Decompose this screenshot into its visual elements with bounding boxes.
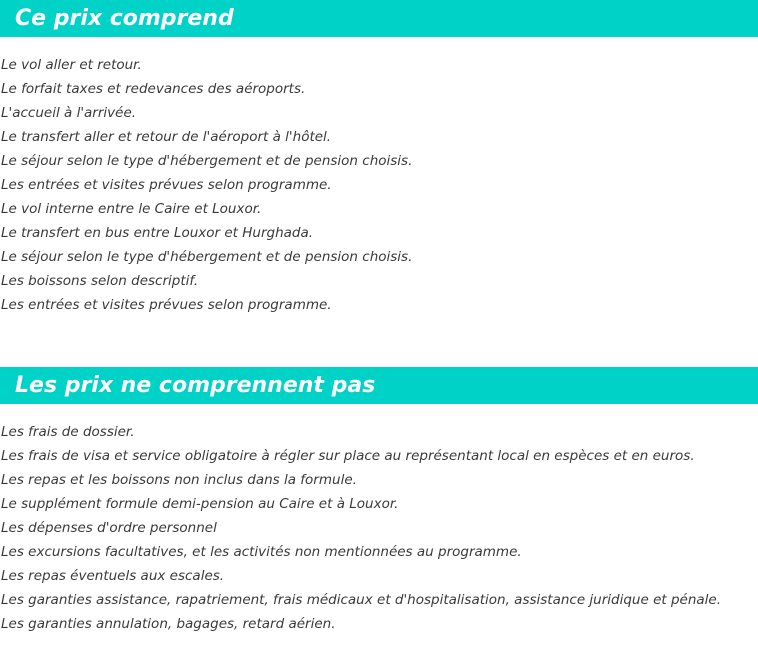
included-item: Le forfait taxes et redevances des aéroports. [1, 81, 306, 97]
included-item: Les entrées et visites prévues selon programme. [1, 297, 332, 313]
excluded-item: Les frais de dossier. [1, 424, 135, 440]
included-item: Le vol interne entre le Caire et Louxor. [1, 201, 262, 217]
excluded-items-list [0, 420, 758, 636]
included-item: Le séjour selon le type d'hébergement et de pension choisis. [1, 153, 413, 169]
excluded-item: Les repas éventuels aux escales. [1, 568, 225, 584]
included-item: Le vol aller et retour. [1, 57, 142, 73]
excluded-item: Les garanties annulation, bagages, retard aérien. [1, 616, 336, 632]
included-item: Les entrées et visites prévues selon programme. [1, 177, 332, 193]
included-section-title: Ce prix comprend [0, 0, 758, 37]
included-item: Les boissons selon descriptif. [1, 273, 199, 289]
excluded-item: Les repas et les boissons non inclus dans la formule. [1, 472, 357, 488]
excluded-section-title: Les prix ne comprennent pas [0, 367, 758, 404]
excluded-item: Les excursions facultatives, et les activités non mentionnées au programme. [1, 544, 522, 560]
included-item: L'accueil à l'arrivée. [1, 105, 137, 121]
excluded-item: Les garanties assistance, rapatriement, frais médicaux et d'hospitalisation, assistance juridique et pénale. [1, 592, 722, 608]
included-item: Le transfert aller et retour de l'aéroport à l'hôtel. [1, 129, 332, 145]
excluded-item: Les frais de visa et service obligatoire à régler sur place au représentant local en espèces et en euros. [1, 448, 695, 464]
excluded-item: Les dépenses d'ordre personnel [1, 520, 217, 536]
excluded-item: Le supplément formule demi-pension au Caire et à Louxor. [1, 496, 399, 512]
included-item: Le séjour selon le type d'hébergement et de pension choisis. [1, 249, 413, 265]
included-item: Le transfert en bus entre Louxor et Hurghada. [1, 225, 314, 241]
included-items-list [0, 53, 758, 317]
